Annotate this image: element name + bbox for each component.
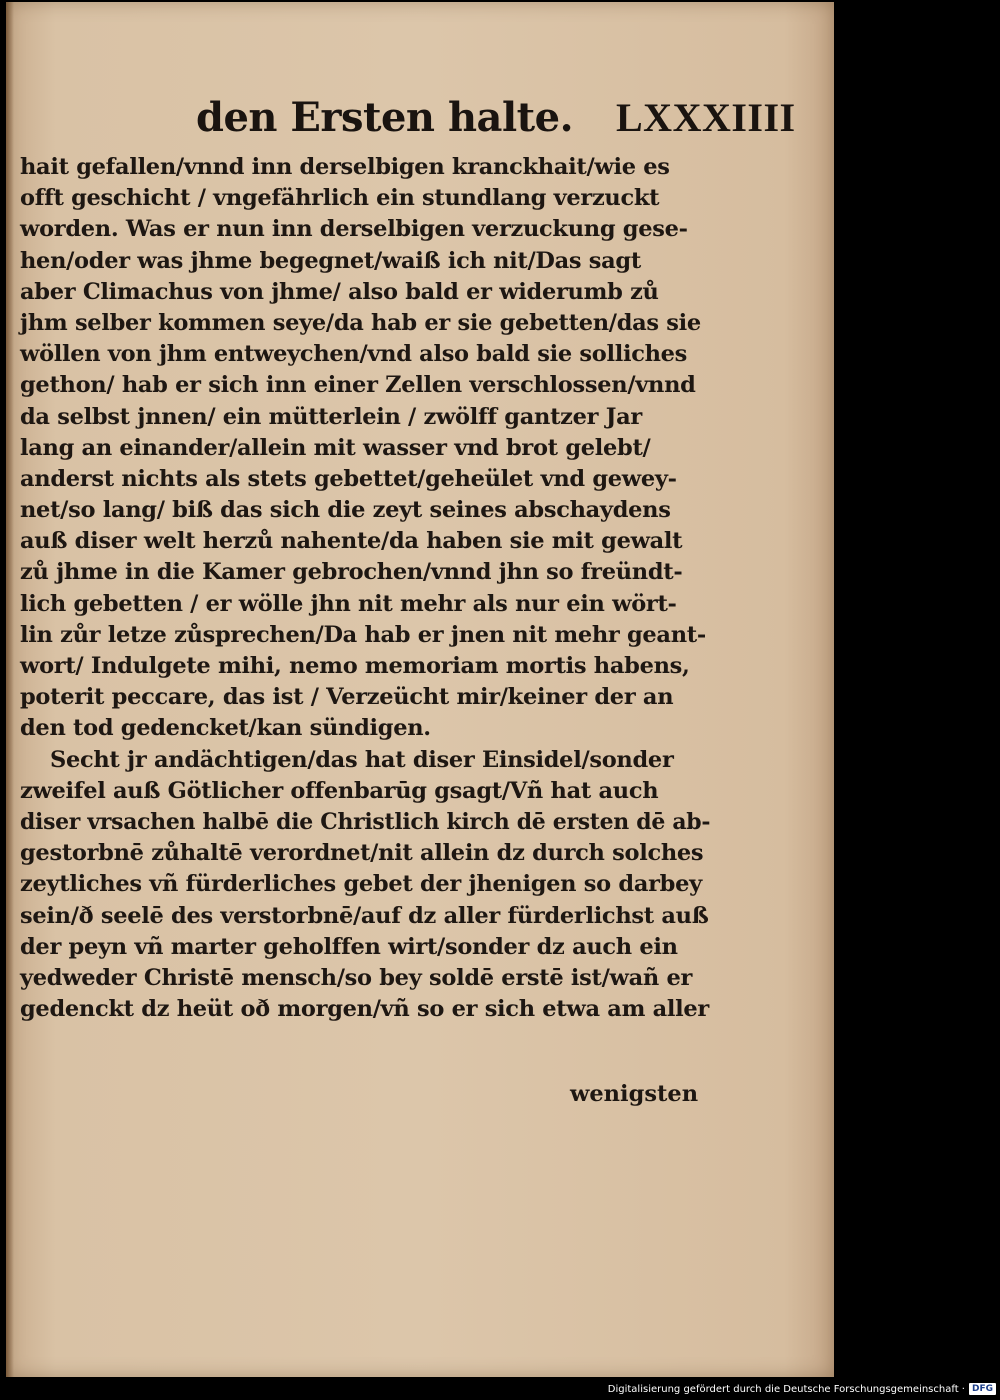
text-line: gedenckt dz heüt oð morgen/vñ so er sich etwa am aller: [20, 996, 709, 1023]
text-line: zů jhme in die Kamer gebrochen/vnnd jhn so freündt-: [20, 559, 683, 586]
text-line: offt geschicht / vngefährlich ein stundlang verzuckt: [20, 185, 660, 212]
text-line: jhm selber kommen seye/da hab er sie gebetten/das sie: [20, 309, 701, 336]
footer-credit: Digitalisierung gefördert durch die Deutsche Forschungsgemeinschaft ·: [607, 1383, 965, 1395]
text-line: auß diser welt herzů nahente/da haben sie mit gewalt: [20, 528, 683, 555]
text-line: wöllen von jhm entweychen/vnd also bald sie solliches: [20, 341, 688, 368]
text-line: hen/oder was jhme begegnet/waiß ich nit/Das sagt: [20, 247, 641, 274]
text-line: aber Climachus von jhme/ also bald er widerumb zů: [20, 278, 659, 305]
text-line: yedweder Christē mensch/so bey soldē erstē ist/wañ er: [20, 964, 693, 991]
running-head-title: den Ersten halte.: [196, 94, 573, 141]
text-line: lin zůr letze zůsprechen/Da hab er jnen nit mehr geant-: [20, 621, 706, 648]
text-line: gestorbnē zůhaltē verordnet/nit allein dz durch solches: [20, 840, 704, 867]
text-line: poterit peccare, das ist / Verzeücht mir/keiner der an: [20, 684, 674, 711]
text-line: Secht jr andächtigen/das hat diser Einsidel/sonder: [50, 746, 674, 773]
text-line: sein/ð seelē des verstorbnē/auf dz aller fürderlichst auß: [20, 902, 709, 929]
text-line: den tod gedencket/kan sündigen.: [20, 715, 431, 742]
footer: [608, 1380, 996, 1398]
book-page: [6, 2, 834, 1377]
text-line: wort/ Indulgete mihi, nemo memoriam mortis habens,: [20, 653, 690, 679]
text-line: anderst nichts als stets gebettet/geheület vnd gewey-: [20, 465, 677, 492]
text-line: hait gefallen/vnnd inn derselbigen kranckhait/wie es: [20, 154, 670, 180]
catchword: wenigsten: [570, 1081, 699, 1107]
text-line: gethon/ hab er sich inn einer Zellen verschlossen/vnnd: [20, 372, 696, 399]
text-line: worden. Was er nun inn derselbigen verzuckung gese-: [20, 216, 688, 243]
page-gutter-shadow: [6, 2, 14, 1377]
running-head: [6, 90, 834, 146]
text-line: der peyn vñ marter geholffen wirt/sonder dz auch ein: [20, 933, 678, 960]
text-line: diser vrsachen halbē die Christlich kirch dē ersten dē ab-: [20, 808, 711, 835]
folio-number: LXXXIIII: [616, 95, 796, 140]
text-line: lang an einander/allein mit wasser vnd brot gelebt/: [20, 434, 651, 461]
text-line: lich gebetten / er wölle jhn nit mehr als nur ein wört-: [20, 590, 677, 617]
text-line: zeytliches vñ fürderliches gebet der jhenigen so darbey: [20, 871, 702, 898]
text-block: [20, 152, 720, 1025]
text-line: zweifel auß Götlicher offenbarūg gsagt/Vñ hat auch: [20, 777, 659, 804]
text-line: da selbst jnnen/ ein mütterlein / zwölff gantzer Jar: [20, 403, 642, 430]
text-line: net/so lang/ biß das sich die zeyt seines abschaydens: [20, 497, 671, 524]
dfg-logo: DFG: [969, 1383, 996, 1395]
